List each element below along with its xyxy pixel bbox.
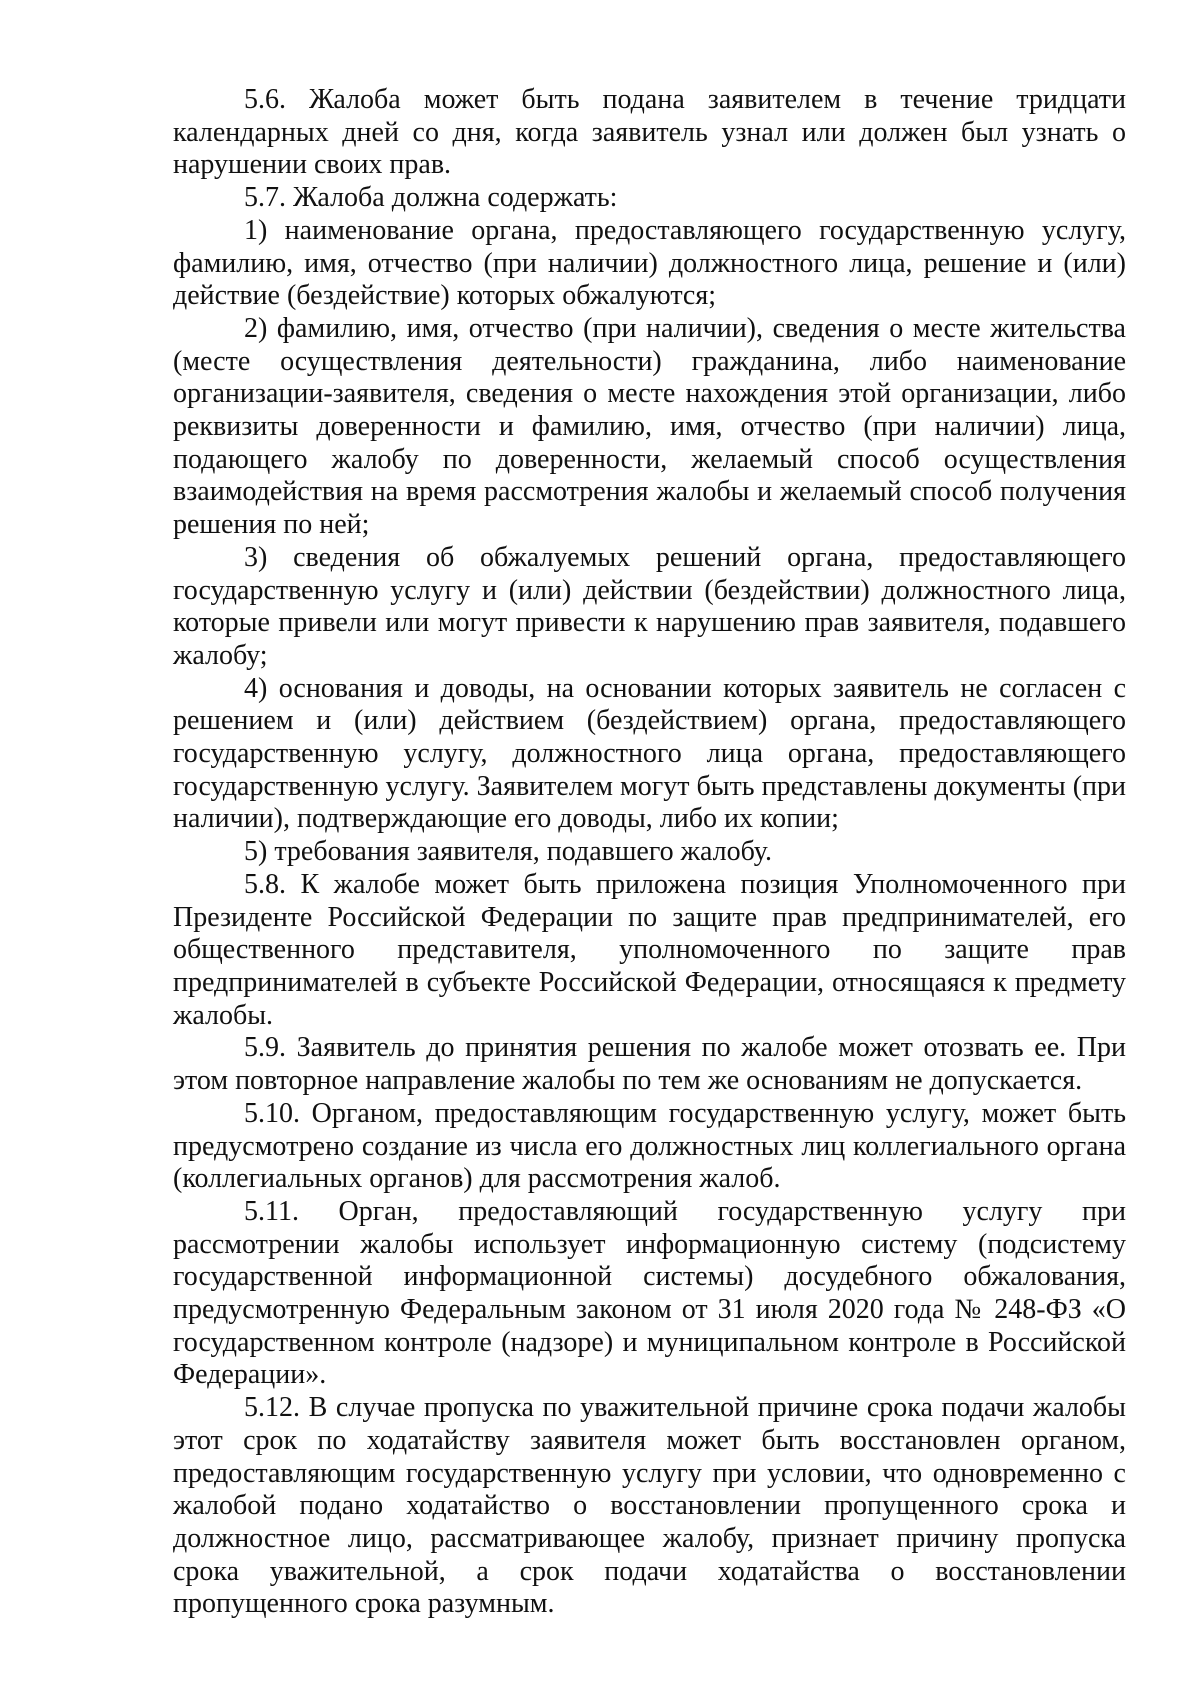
paragraph-5-10: 5.10. Органом, предоставляющим государственную услугу, может быть предусмотрено создание из числа его должностных лиц коллегиального органа (коллегиальных органов) для рассмотрения жалоб. [173,1097,1126,1195]
list-item-1: 1) наименование органа, предоставляющего государственную услугу, фамилию, имя, отчество (при наличии) должностного лица, решение и (или) действие (бездействие) которых обжалуются; [173,214,1126,312]
paragraph-5-9: 5.9. Заявитель до принятия решения по жалобе может отозвать ее. При этом повторное направление жалобы по тем же основаниям не допускается. [173,1032,1126,1097]
paragraph-5-7: 5.7. Жалоба должна содержать: [244,182,618,214]
paragraph-5-12: 5.12. В случае пропуска по уважительной причине срока подачи жалобы этот срок по ходатайству заявителя может быть восстановлен органом, предоставляющим государственную услугу при условии, что одновременно с жалобой подано ходатайство о восстановлении пропущенного срока и должностное лицо, рассматривающее жалобу, признает причину пропуска срока уважительной, а срок подачи ходатайства о восстановлении пропущенного срока разумным. [173,1392,1126,1620]
document-page [173,84,1126,1621]
paragraph-5-6: 5.6. Жалоба может быть подана заявителем в течение тридцати календарных дней со дня, когда заявитель узнал или должен был узнать о нарушении своих прав. [173,84,1126,181]
list-item-4: 4) основания и доводы, на основании которых заявитель не согласен с решением и (или) действием (бездействием) органа, предоставляющего государственную услугу, должностного лица органа, предоставляющего государственную услугу. Заявителем могут быть представлены документы (при наличии), подтверждающие его доводы, либо их копии; [173,672,1126,835]
list-item-3: 3) сведения об обжалуемых решений органа, предоставляющего государственную услугу и (или) действии (бездействии) должностного лица, которые привели или могут привести к нарушению прав заявителя, подавшего жалобу; [173,541,1126,671]
paragraph-5-11: 5.11. Орган, предоставляющий государственную услугу при рассмотрении жалобы использует информационную систему (подсистему государственной информационной системы) досудебного обжалования, предусмотренную Федеральным законом от 31 июля 2020 года № 248-ФЗ «О государственном контроле (надзоре) и муниципальном контроле в Российской Федерации». [173,1195,1126,1391]
paragraph-5-8: 5.8. К жалобе может быть приложена позиция Уполномоченного при Президенте Российской Федерации по защите прав предпринимателей, его общественного представителя, уполномоченного по защите прав предпринимателей в субъекте Российской Федерации, относящаяся к предмету жалобы. [173,868,1126,1031]
list-item-5: 5) требования заявителя, подавшего жалобу. [244,836,773,868]
list-item-2: 2) фамилию, имя, отчество (при наличии), сведения о месте жительства (месте осуществления деятельности) гражданина, либо наименование организации-заявителя, сведения о месте нахождения этой организации, либо реквизиты доверенности и фамилию, имя, отчество (при наличии) лица, подающего жалобу по доверенности, желаемый способ осуществления взаимодействия на время рассмотрения жалобы и желаемый способ получения решения по ней; [173,312,1126,541]
